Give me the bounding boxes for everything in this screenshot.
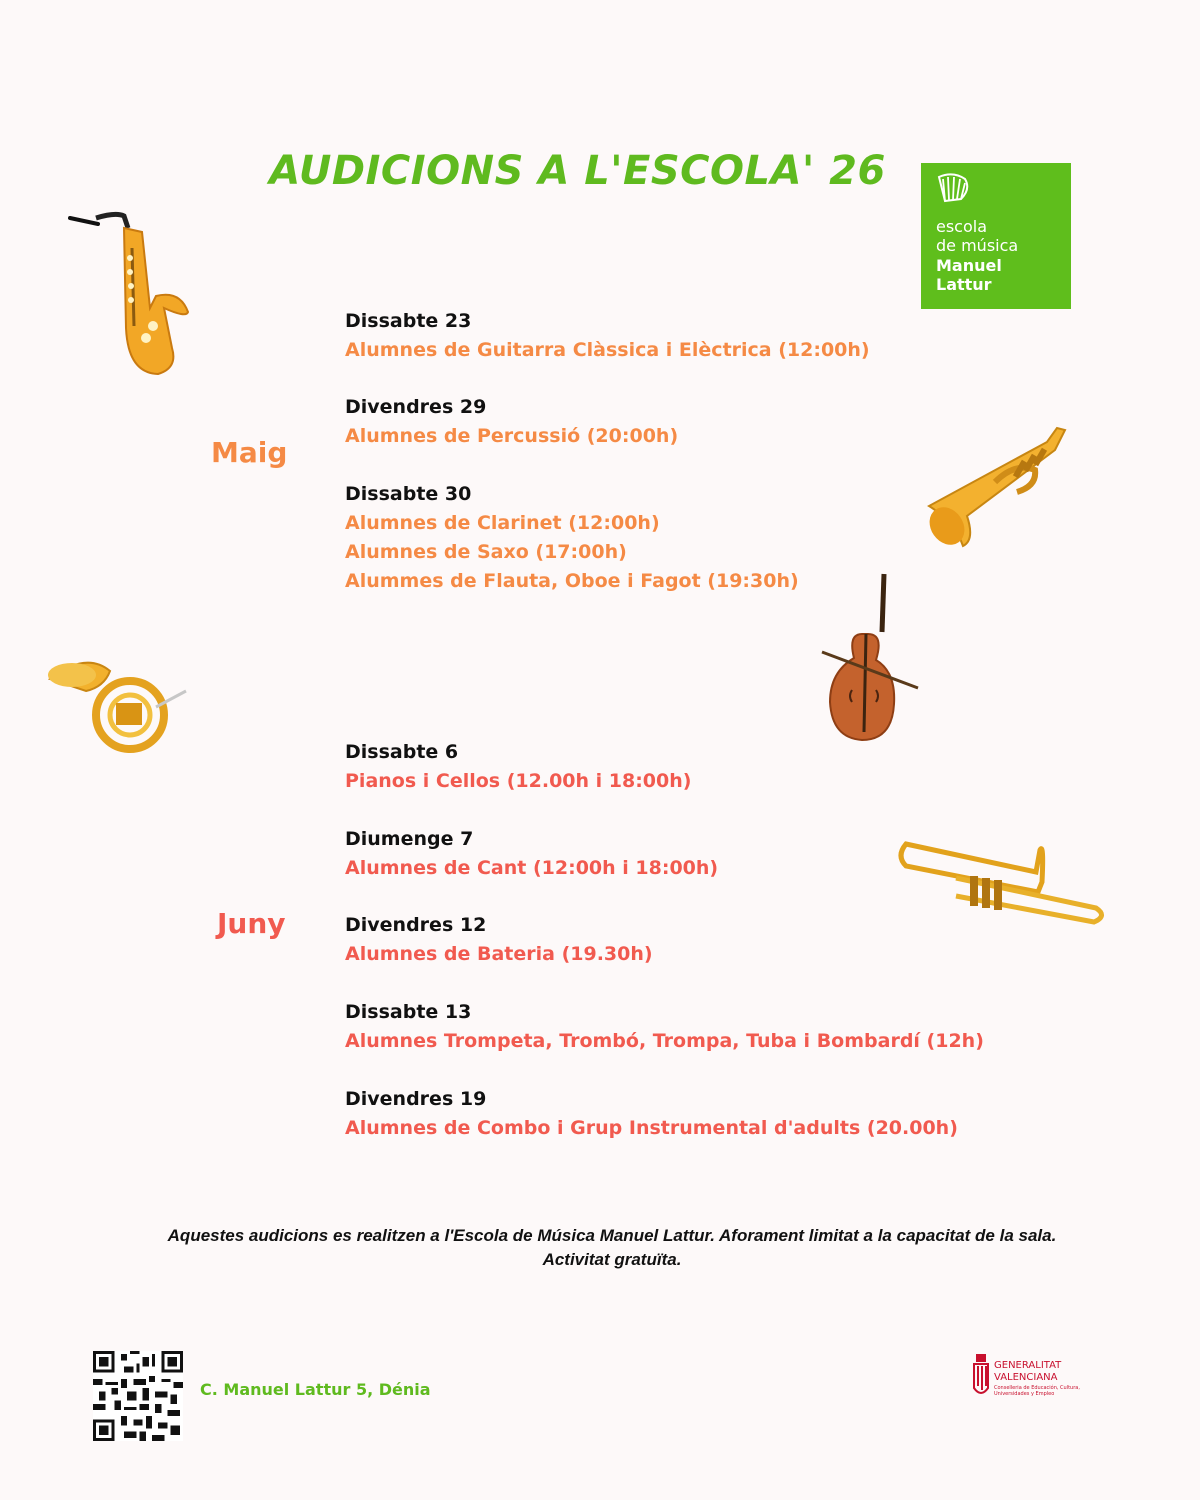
- event-day: Divendres 12: [345, 914, 487, 936]
- event-activity: Alumnes de Cant (12:00h i 18:00h): [345, 857, 719, 879]
- month-june: Juny: [217, 907, 286, 940]
- event-june-13: [345, 998, 1105, 1056]
- event-activity: Alumnes de Percussió (20:00h): [345, 425, 679, 447]
- logo-line-4: Lattur: [936, 275, 992, 294]
- footer-note: [0, 1224, 1200, 1272]
- generalitat-subtitle: Conselleria de Educación, Cultura, Universidades y Empleo: [994, 1385, 1080, 1397]
- generalitat-name-1: GENERALITAT: [994, 1360, 1062, 1371]
- event-june-19: [345, 1085, 1105, 1143]
- event-activity: Alummes de Flauta, Oboe i Fagot (19:30h): [345, 570, 799, 592]
- page-title: AUDICIONS A L'ESCOLA' 26: [269, 148, 886, 194]
- event-activity: Alumnes Trompeta, Trombó, Trompa, Tuba i Bombardí (12h): [345, 1030, 984, 1052]
- school-logo: [921, 163, 1071, 309]
- event-activity: Pianos i Cellos (12.00h i 18:00h): [345, 770, 692, 792]
- event-day: Diumenge 7: [345, 828, 474, 850]
- event-may-29: [345, 393, 1105, 451]
- event-day: Dissabte 13: [345, 1001, 472, 1023]
- saxophone-icon: [68, 208, 192, 378]
- event-june-12: [345, 911, 1105, 969]
- month-may: Maig: [211, 436, 288, 469]
- generalitat-logo: [972, 1352, 1087, 1404]
- qr-code[interactable]: [93, 1351, 183, 1441]
- generalitat-logo-icon: [972, 1352, 990, 1400]
- event-activity: Alumnes de Combo i Grup Instrumental d'adults (20.00h): [345, 1117, 958, 1139]
- logo-line-3: Manuel: [936, 256, 1002, 275]
- event-activity: Alumnes de Clarinet (12:00h): [345, 512, 660, 534]
- event-activity: Alumnes de Saxo (17:00h): [345, 541, 627, 563]
- generalitat-name-2: VALENCIANA: [994, 1372, 1058, 1383]
- footer-note-line-2: Activitat gratuïta.: [542, 1250, 682, 1269]
- event-may-30: [345, 480, 1105, 596]
- event-june-6: [345, 738, 1105, 796]
- shell-logo-icon: [935, 173, 971, 205]
- event-day: Dissabte 6: [345, 741, 459, 763]
- event-activity: Alumnes de Guitarra Clàssica i Elèctrica (12:00h): [345, 339, 870, 361]
- generalitat-name: [994, 1360, 1061, 1384]
- event-may-23: [345, 307, 1105, 365]
- address: C. Manuel Lattur 5, Dénia: [200, 1380, 431, 1399]
- french-horn-icon: [46, 657, 190, 757]
- event-day: Divendres 29: [345, 396, 487, 418]
- footer-note-line-1: Aquestes audicions es realitzen a l'Escola de Música Manuel Lattur. Aforament limitat a la capacitat de la sala.: [167, 1226, 1057, 1245]
- event-day: Divendres 19: [345, 1088, 487, 1110]
- cello-icon: [818, 572, 924, 744]
- logo-line-2: de música: [936, 236, 1019, 255]
- logo-line-1: escola: [936, 217, 988, 236]
- event-activity: Alumnes de Bateria (19.30h): [345, 943, 653, 965]
- event-day: Dissabte 30: [345, 483, 472, 505]
- event-june-7: [345, 825, 1105, 883]
- event-day: Dissabte 23: [345, 310, 472, 332]
